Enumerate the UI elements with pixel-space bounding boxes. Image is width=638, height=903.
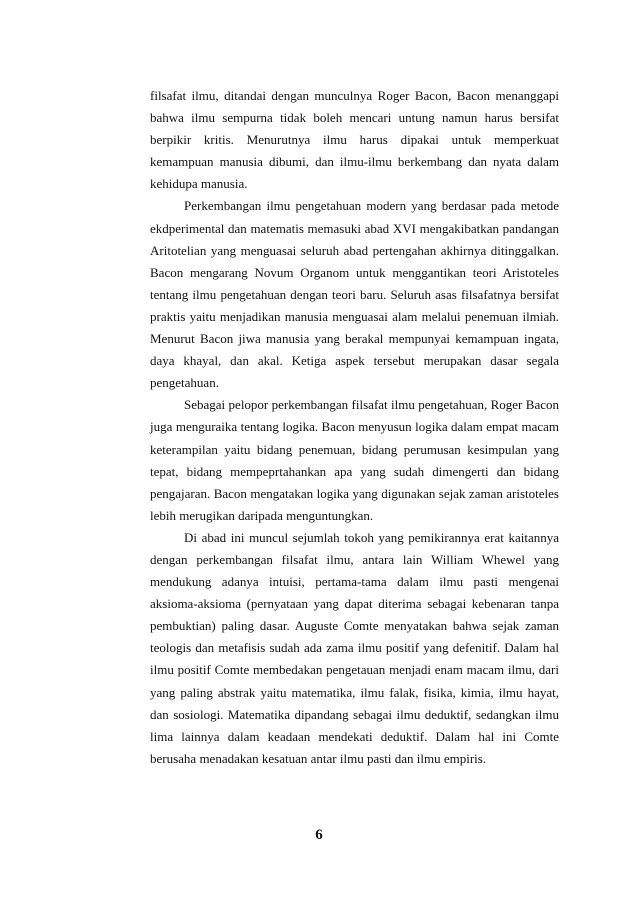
paragraph-3: Sebagai pelopor perkembangan filsafat ilmu pengetahuan, Roger Bacon juga menguraika tentang logika. Bacon menyusun logika dalam empat macam keterampilan yaitu bidang penemuan, bidang perumusan kesimpulan yang tepat, bidang mempeprtahankan apa yang sudah dimengerti dan bidang pengajaran. Bacon mengatakan logika yang digunakan sejak zaman aristoteles lebih merugikan daripada menguntungkan. — [150, 397, 559, 523]
paragraph-4: Di abad ini muncul sejumlah tokoh yang pemikirannya erat kaitannya dengan perkembangan filsafat ilmu, antara lain William Whewel yang mendukung adanya intuisi, pertama-tama dalam ilmu pasti mengenai aksioma-aksioma (pernyataan yang dapat diterima sebagai kebenaran tanpa pembuktian) paling dasar. Auguste Comte menyatakan bahwa sejak zaman teologis dan metafisis sudah ada zama ilmu positif yang defenitif. Dalam hal ilmu positif Comte membedakan pengetauan menjadi enam macam ilmu, dari yang paling abstrak yaitu matematika, ilmu falak, fisika, kimia, ilmu hayat, dan sosiologi. Matematika dipandang sebagai ilmu deduktif, sedangkan ilmu lima lainnya dalam keadaan mendekati deduktif. Dalam hal ini Comte berusaha menadakan kesatuan antar ilmu pasti dan ilmu empiris. — [150, 529, 559, 766]
paragraph-2: Perkembangan ilmu pengetahuan modern yang berdasar pada metode ekdperimental dan matematis memasuki abad XVI mengakibatkan pandangan Aritotelian yang menguasai seluruh abad pertengahan akhirnya ditinggalkan. Bacon mengarang Novum Organom untuk menggantikan teori Aristoteles tentang ilmu pengetahuan dengan teori baru. Seluruh asas filsafatnya bersifat praktis yaitu menjadikan manusia menguasai alam melalui penemuan ilmiah. Menurut Bacon jiwa manusia yang berakal mempunyai kemampuan ingata, daya khayal, dan akal. Ketiga aspek tersebut merupakan dasar segala pengetahuan. — [150, 198, 559, 391]
body-text — [150, 85, 559, 770]
page-number: 6 — [315, 827, 323, 843]
paragraph-1: filsafat ilmu, ditandai dengan munculnya Roger Bacon, Bacon menanggapi bahwa ilmu sempurna tidak boleh mencari untung namun harus bersifat berpikir kritis. Menurutnya ilmu harus dipakai untuk memperkuat kemampuan manusia dibumi, dan ilmu-ilmu berkembang dan nyata dalam kehidupa manusia. — [150, 88, 559, 192]
